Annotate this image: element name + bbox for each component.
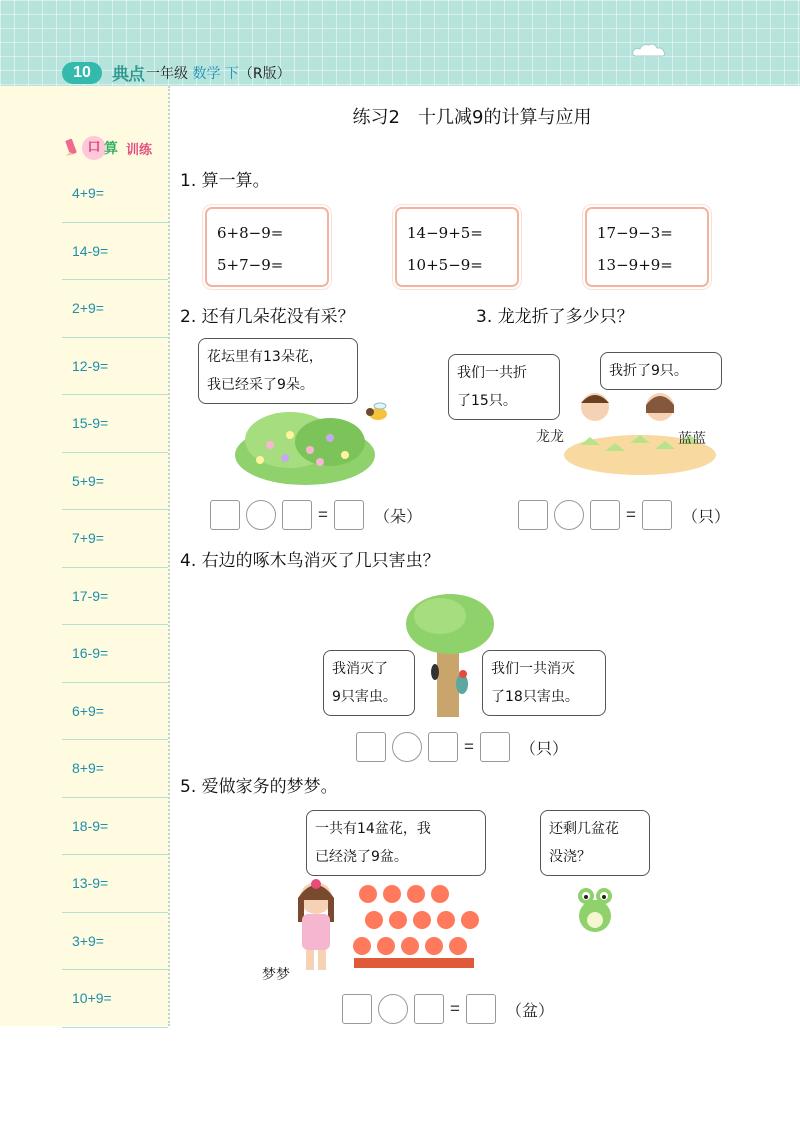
equation: 6+8−9=: [217, 224, 284, 242]
equation-box-1: [205, 207, 329, 287]
flower-bed-illustration: [230, 400, 400, 485]
speech-bubble-woodpecker-right: [482, 650, 606, 716]
watering-flowers-illustration: [288, 872, 498, 980]
unit-label: （只）: [519, 738, 568, 758]
operator-circle[interactable]: [378, 994, 408, 1024]
answer-box[interactable]: [334, 500, 364, 530]
mental-math-item: 15-9=: [62, 395, 168, 453]
operator-circle[interactable]: [554, 500, 584, 530]
book-title: [146, 63, 291, 83]
name-label-mengmeng: 梦梦: [262, 967, 290, 983]
speech-bubble-longlong: [448, 354, 560, 420]
answer-box[interactable]: [282, 500, 312, 530]
name-label-longlong: 龙龙: [536, 429, 564, 445]
answer-box[interactable]: [642, 500, 672, 530]
answer-box[interactable]: [518, 500, 548, 530]
question-4-label: 4. 右边的啄木鸟消灭了几只害虫？: [180, 551, 440, 571]
equation: 17−9−3=: [597, 224, 673, 242]
page-number: 10: [62, 62, 102, 84]
equation: 10+5−9=: [407, 256, 483, 274]
unit-label: （朵）: [373, 506, 422, 526]
bubble-line: 一共有14盆花，我: [315, 821, 431, 837]
operator-circle[interactable]: [392, 732, 422, 762]
answer-box[interactable]: [342, 994, 372, 1024]
question-1-label: 1. 算一算。: [180, 171, 270, 191]
cloud-icon: [630, 40, 670, 60]
bubble-line: 花坛里有13朵花，: [207, 349, 323, 365]
bubble-line: 了15只。: [457, 393, 517, 409]
speech-bubble-woodpecker-left: [323, 650, 415, 716]
mental-math-item: 7+9=: [62, 510, 168, 568]
bubble-line: 我们一共折: [457, 365, 527, 381]
bubble-line: 还剩几盆花: [549, 821, 619, 837]
equals-sign: =: [450, 999, 460, 1018]
mental-math-item: 14-9=: [62, 223, 168, 281]
bubble-line: 我们一共消灭: [491, 661, 575, 677]
bubble-line: 没浇？: [549, 849, 591, 865]
pencil-icon: [62, 138, 82, 160]
speech-bubble-frog: [540, 810, 650, 876]
book-version: （R版）: [238, 66, 291, 82]
answer-box[interactable]: [414, 994, 444, 1024]
bubble-line: 9只害虫。: [332, 689, 397, 705]
girl-icon: [298, 879, 334, 970]
bubble-line: 已经浇了9盆。: [315, 849, 408, 865]
question-5-label: 5. 爱做家务的梦梦。: [180, 777, 338, 797]
equation: 13−9+9=: [597, 256, 673, 274]
bubble-line: 我已经采了9朵。: [207, 377, 314, 393]
operator-circle[interactable]: [246, 500, 276, 530]
equals-sign: =: [464, 737, 474, 756]
mental-math-item: 6+9=: [62, 683, 168, 741]
mental-math-item: 3+9=: [62, 913, 168, 971]
answer-box[interactable]: [480, 732, 510, 762]
mental-math-badge: [62, 136, 172, 162]
answer-row-q3: [518, 500, 730, 530]
answer-box[interactable]: [590, 500, 620, 530]
frog-icon: [572, 880, 618, 936]
question-3-label: 3. 龙龙折了多少只？: [476, 307, 634, 327]
equation: 14−9+5=: [407, 224, 483, 242]
answer-row-q4: [356, 732, 568, 762]
answer-row-q2: [210, 500, 422, 530]
bubble-line: 我消灭了: [332, 661, 388, 677]
page-title: 练习2 十几减9的计算与应用: [352, 107, 592, 128]
answer-row-q5: [342, 994, 554, 1024]
bubble-line: 我折了9只。: [609, 363, 688, 379]
book-subject: 数学 下: [192, 66, 239, 82]
mental-math-item: 10+9=: [62, 970, 168, 1028]
equation-box-2: [395, 207, 519, 287]
answer-box[interactable]: [466, 994, 496, 1024]
equation-box-3: [585, 207, 709, 287]
mental-math-item: 12-9=: [62, 338, 168, 396]
mental-math-item: 17-9=: [62, 568, 168, 626]
badge-part-1: 口: [82, 136, 106, 160]
mental-math-item: 16-9=: [62, 625, 168, 683]
mental-math-item: 5+9=: [62, 453, 168, 511]
mental-math-item: 18-9=: [62, 798, 168, 856]
mental-math-item: 13-9=: [62, 855, 168, 913]
flower-pots-icon: [353, 885, 479, 968]
question-2-label: 2. 还有几朵花没有采？: [180, 307, 355, 327]
name-label-lanlan: 蓝蓝: [678, 431, 706, 447]
mental-math-item: 2+9=: [62, 280, 168, 338]
speech-bubble-mengmeng: [306, 810, 486, 876]
answer-box[interactable]: [210, 500, 240, 530]
bubble-line: 了18只害虫。: [491, 689, 579, 705]
book-grade: 一年级: [146, 66, 193, 82]
mental-math-item: 4+9=: [62, 165, 168, 223]
answer-box[interactable]: [356, 732, 386, 762]
badge-part-3: 训练: [126, 143, 153, 158]
equals-sign: =: [626, 505, 636, 524]
brand-logo: 典点: [112, 65, 144, 85]
mental-math-list: [62, 165, 168, 1028]
answer-box[interactable]: [428, 732, 458, 762]
equation: 5+7−9=: [217, 256, 284, 274]
speech-bubble-flowers: [198, 338, 358, 404]
badge-part-2: 算: [104, 141, 118, 157]
unit-label: （盆）: [505, 1000, 554, 1020]
unit-label: （只）: [681, 506, 730, 526]
equals-sign: =: [318, 505, 328, 524]
mental-math-item: 8+9=: [62, 740, 168, 798]
bee-icon: [366, 403, 387, 420]
